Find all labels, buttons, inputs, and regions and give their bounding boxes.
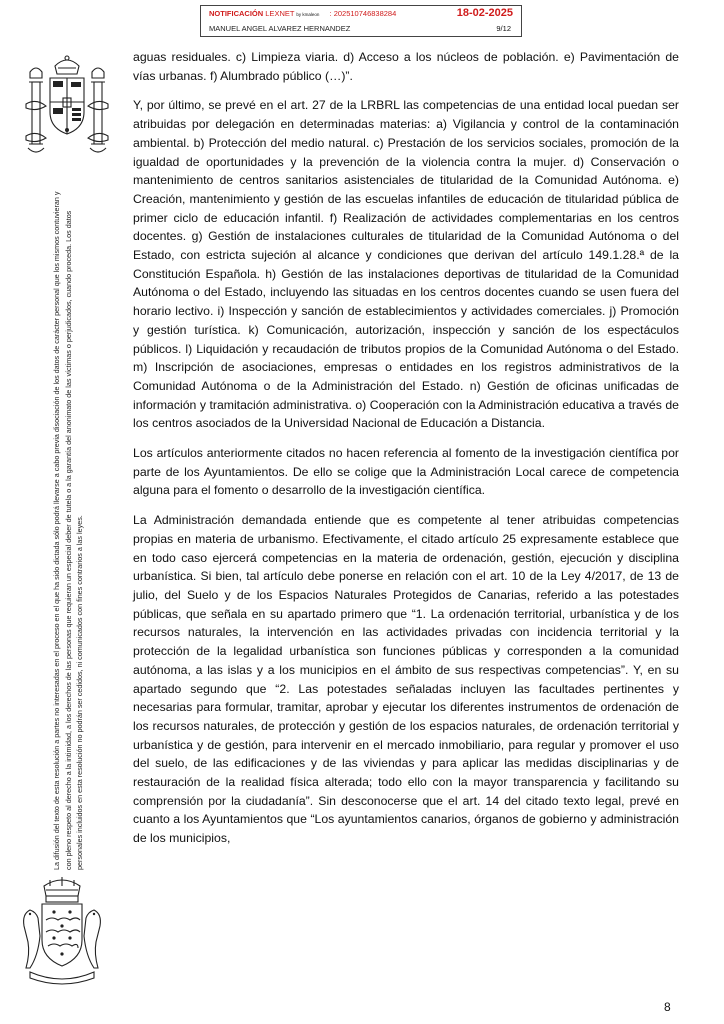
- paragraph: Los artículos anteriormente citados no hacen referencia al fomento de la investigación científica por parte de los Ayuntamientos. De ello se colige que la Administración Local carece de competencia alguna para el fomento o desarrollo de la investigación científica.: [133, 446, 679, 498]
- lexnet-label: LEXNET: [265, 9, 295, 18]
- spain-coat-of-arms-icon: [22, 52, 112, 170]
- notification-code-prefix: :: [329, 9, 332, 18]
- notification-page-of: 9/12: [496, 24, 511, 33]
- notification-code: 202510746838284: [333, 9, 397, 18]
- paragraph: aguas residuales. c) Limpieza viaria. d) Acceso a los núcleos de población. e) Pavimentación de vías urbanas. f) Alumbrado público (…)”.: [133, 50, 679, 83]
- paragraph: La Administración demandada entiende que es competente al tener atribuidas competencias propias en materia de urbanismo. Efectivamente, el citado artículo 25 expresamente establece que en todo caso ejercerá competencias en la materia de ordenación, gestión, ejecución y disciplina urbanística. Si bien, tal artículo debe ponerse en relación con el art. 10 de la Ley 4/2017, de 13 de julio, del Suelo y de los Espacios Naturales Protegidos de Canarias, referido a las potestades públicas, que señala en su apartado primero que “1. La ordenación territorial, urbanística y de los recursos naturales, la intervención en las actividades privadas con incidencia territorial y la protección de la legalidad urbanística son funciones públicas y corresponden a la comunidad autónoma, a las islas y a los municipios en el ámbito de sus respectivas competencias”. Y, en su apartado segundo que “2. Las potestades señaladas incluyen las facultades pertinentes y necesarias para formular, tramitar, aprobar y ejecutar los diferentes instrumentos de ordenación de los recursos naturales, de protección y gestión de los espacios naturales, de ordenación territorial y urbanística y de gestión, para intervenir en el mercado inmobiliario, para regular y promover el uso del suelo, de las edificaciones y de las viviendas y para aplicar las medidas disciplinarias y de restauración de la realidad física alterada; todo ello con la mayor transparencia y facilitando su comprensión por la ciudadanía”. Sin desconocerse que el art. 14 del citado texto legal, prevé en cuanto a los Ayuntamientos que “Los ayuntamientos canarios, órganos de gobierno y administración de los municipios,: [133, 513, 679, 846]
- page-number: 8: [664, 1000, 671, 1014]
- notification-recipient: MANUEL ANGEL ALVAREZ HERNANDEZ: [209, 24, 351, 33]
- canarias-coat-of-arms-icon: [20, 876, 104, 988]
- notification-date: 18-02-2025: [456, 7, 513, 19]
- notification-line-1: [209, 9, 396, 18]
- document-body: [133, 48, 679, 859]
- legal-notice-vertical: La difusión del texto de esta resolución a partes no interesadas en el proceso en el que ha sido dictada sólo podrá llevarse a cabo previa disociación de los datos de carácter personal que los mismos contuvieran y con pleno respeto al derecho a la intimidad, a los derechos de las personas que requieran un especial deber de tutela o a la garantía del anonimato de las víctimas o perjudicados, cuando proceda. Los datos personales incluidos en esta resolución no podrán ser cedidos, ni comunicados con fines contrarios a las leyes.: [52, 191, 84, 870]
- paragraph: Y, por último, se prevé en el art. 27 de la LRBRL las competencias de una entidad local puedan ser atribuidas por delegación en determinadas materias: a) Vigilancia y control de la contaminación ambiental. b) Protección del medio natural. c) Prestación de los servicios sociales, promoción de la igualdad de oportunidades y la prevención de la violencia contra la mujer. d) Conservación o mantenimiento de centros sanitarios asistenciales de titularidad de la Comunidad Autónoma. e) Creación, mantenimiento y gestión de las escuelas infantiles de educación de titularidad pública de primer ciclo de educación infantil. f) Realización de actividades complementarias en los centros docentes. g) Gestión de instalaciones culturales de titularidad de la Comunidad Autónoma o del Estado, con estricta sujeción al alcance y condiciones que derivan del artículo 149.1.28.ª de la Constitución Española. h) Gestión de las instalaciones deportivas de titularidad de la Comunidad Autónoma o del Estado, incluyendo las situadas en los centros docentes cuando se usen fuera del horario lectivo. i) Inspección y sanción de establecimientos y actividades comerciales. j) Promoción y gestión turística. k) Comunicación, autorización, inspección y sanción de los espectáculos públicos. l) Liquidación y recaudación de tributos propios de la Comunidad Autónoma o del Estado. m) Inscripción de asociaciones, empresas o entidades en los registros administrativos de la Comunidad Autónoma o de la Administración del Estado. n) Gestión de oficinas unificadas de información y tramitación administrativa. o) Cooperación con la Administración educativa a través de los centros asociados de la Universidad Nacional de Educación a Distancia.: [133, 98, 679, 431]
- notification-header: [200, 5, 522, 37]
- notification-label: NOTIFICACIÓN: [209, 9, 264, 18]
- lexnet-by: by kmaleon: [296, 12, 320, 17]
